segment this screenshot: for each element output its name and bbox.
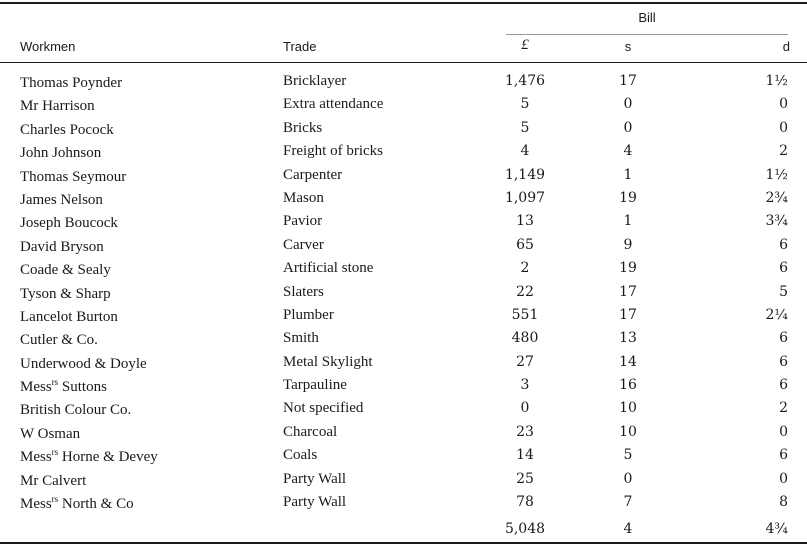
workman-name-text: David Bryson xyxy=(20,238,104,255)
workman-name xyxy=(20,354,147,373)
pounds: 25 xyxy=(516,470,534,487)
table-row xyxy=(0,120,807,143)
table-row xyxy=(0,330,807,353)
trade: Bricklayer xyxy=(283,73,347,89)
pounds: 5 xyxy=(520,96,530,113)
shillings: 10 xyxy=(619,423,637,440)
table-bottom-rule xyxy=(0,542,807,544)
table-row xyxy=(0,213,807,236)
workman-name xyxy=(20,143,101,162)
pounds: 13 xyxy=(516,213,534,230)
pounds: 1,476 xyxy=(504,73,546,89)
trade: Not specified xyxy=(283,400,364,417)
trade: Smith xyxy=(283,330,319,347)
workman-name-text: British Colour Co. xyxy=(20,402,132,419)
workman-name-rest: Suttons xyxy=(58,379,107,396)
shillings: 10 xyxy=(619,400,637,417)
pence: 0 xyxy=(779,470,788,487)
column-header-pounds: £ xyxy=(521,37,529,53)
pounds: 23 xyxy=(516,423,534,440)
shillings: 0 xyxy=(623,470,633,487)
pounds: 22 xyxy=(516,283,534,300)
shillings: 13 xyxy=(619,330,637,347)
workman-name xyxy=(20,190,103,209)
table-row xyxy=(0,447,807,470)
shillings: 17 xyxy=(619,73,637,89)
trade: Coals xyxy=(283,447,318,464)
workman-name xyxy=(20,447,158,466)
workman-name-text: Mr Harrison xyxy=(20,98,95,115)
table-body xyxy=(0,73,807,517)
shillings: 7 xyxy=(623,494,633,511)
table-row xyxy=(0,471,807,494)
table-row xyxy=(0,307,807,330)
table-row xyxy=(0,237,807,260)
workman-name xyxy=(20,471,86,490)
workman-name xyxy=(20,167,126,186)
pounds: 1,097 xyxy=(504,189,546,206)
superscript: rs xyxy=(51,377,59,388)
pounds: 27 xyxy=(516,353,534,370)
trade: Slaters xyxy=(283,283,324,300)
pence: 0 xyxy=(779,119,788,136)
table-row xyxy=(0,377,807,400)
pounds: 65 xyxy=(516,236,534,253)
pounds: 480 xyxy=(511,330,539,347)
table-row xyxy=(0,284,807,307)
pounds: 0 xyxy=(520,400,530,417)
pence: 6 xyxy=(779,260,788,277)
workman-name xyxy=(20,494,134,513)
superscript: rs xyxy=(51,494,59,505)
trade: Party Wall xyxy=(283,470,347,487)
trade: Artificial stone xyxy=(283,260,374,277)
shillings: 17 xyxy=(619,283,637,300)
shillings: 14 xyxy=(619,353,637,370)
trade: Charcoal xyxy=(283,423,338,440)
pence: 5 xyxy=(779,283,788,300)
pounds: 2 xyxy=(520,260,530,277)
pence: 6 xyxy=(779,353,788,370)
workman-name xyxy=(20,284,111,303)
table-row xyxy=(0,190,807,213)
workman-name xyxy=(20,400,131,419)
pounds: 14 xyxy=(516,447,534,464)
workman-name xyxy=(20,377,107,396)
shillings: 9 xyxy=(623,236,633,253)
workman-name-text: Coade & Sealy xyxy=(20,262,111,279)
column-header-workmen: Workmen xyxy=(20,39,76,54)
table-row xyxy=(0,400,807,423)
bill-header-rule xyxy=(506,34,788,35)
pence: 8 xyxy=(779,494,788,511)
shillings: 1 xyxy=(623,166,633,183)
table-row xyxy=(0,424,807,447)
workman-name-text: Mess xyxy=(20,379,52,396)
shillings: 0 xyxy=(623,119,633,136)
column-header-shillings: s xyxy=(624,39,632,54)
pence: 1½ xyxy=(765,166,788,183)
total-pence: 4¾ xyxy=(765,521,788,537)
workman-name xyxy=(20,73,122,92)
pounds: 4 xyxy=(520,143,530,160)
shillings: 0 xyxy=(623,96,633,113)
table-row xyxy=(0,96,807,119)
column-header-pence: d xyxy=(782,39,790,54)
pence: 0 xyxy=(779,423,788,440)
shillings: 5 xyxy=(623,447,633,464)
table-row xyxy=(0,354,807,377)
pence: 2¾ xyxy=(765,189,788,206)
workman-name xyxy=(20,260,111,279)
workman-name-text: Cutler & Co. xyxy=(20,332,98,349)
workman-name-text: James Nelson xyxy=(20,191,103,208)
pounds: 3 xyxy=(520,377,530,394)
workman-name xyxy=(20,424,80,443)
column-header-trade: Trade xyxy=(283,39,317,54)
trade: Metal Skylight xyxy=(283,353,373,370)
shillings: 17 xyxy=(619,306,637,323)
workman-name xyxy=(20,96,95,115)
trade: Bricks xyxy=(283,119,323,136)
workman-name xyxy=(20,120,114,139)
workman-name-text: Thomas Poynder xyxy=(20,75,123,91)
pence: 3¾ xyxy=(765,213,788,230)
table-row xyxy=(0,494,807,517)
pence: 2¼ xyxy=(765,306,788,323)
trade: Pavior xyxy=(283,213,323,230)
workman-name xyxy=(20,307,118,326)
trade: Mason xyxy=(283,189,324,206)
workman-name xyxy=(20,213,118,232)
trade: Party Wall xyxy=(283,494,347,511)
pence: 6 xyxy=(779,447,788,464)
workman-name-text: Charles Pocock xyxy=(20,121,114,138)
table-row xyxy=(0,143,807,166)
pence: 2 xyxy=(779,143,788,160)
superscript: rs xyxy=(51,447,59,458)
trade: Carpenter xyxy=(283,166,343,183)
trade: Extra attendance xyxy=(283,96,384,113)
workman-name-text: W Osman xyxy=(20,425,81,442)
total-shillings: 4 xyxy=(623,521,633,537)
pounds: 1,149 xyxy=(504,166,546,183)
trade: Freight of bricks xyxy=(283,143,383,160)
workman-name-rest: Horne & Devey xyxy=(58,449,158,466)
table-top-rule xyxy=(0,2,807,4)
table-row xyxy=(0,73,807,96)
workman-name-text: Mr Calvert xyxy=(20,472,87,489)
shillings: 16 xyxy=(619,377,637,394)
pence: 6 xyxy=(779,330,788,347)
pounds: 5 xyxy=(520,119,530,136)
workman-name-text: Mess xyxy=(20,496,52,513)
trade: Tarpauline xyxy=(283,377,347,394)
workman-name xyxy=(20,330,98,349)
shillings: 19 xyxy=(619,260,637,277)
workman-name xyxy=(20,237,104,256)
pounds: 78 xyxy=(516,494,534,511)
workman-name-text: Thomas Seymour xyxy=(20,168,127,185)
pence: 6 xyxy=(779,377,788,394)
trade: Plumber xyxy=(283,306,334,323)
workman-name-text: John Johnson xyxy=(20,145,102,162)
shillings: 4 xyxy=(623,143,633,160)
pence: 1½ xyxy=(765,73,788,89)
trade: Carver xyxy=(283,236,324,253)
total-row xyxy=(0,521,807,541)
pence: 6 xyxy=(779,236,788,253)
pence: 2 xyxy=(779,400,788,417)
workman-name-rest: North & Co xyxy=(58,496,134,513)
workman-name-text: Tyson & Sharp xyxy=(20,285,111,302)
workman-name-text: Joseph Boucock xyxy=(20,215,118,232)
shillings: 19 xyxy=(619,189,637,206)
bill-group-header: Bill xyxy=(638,10,656,25)
pence: 0 xyxy=(779,96,788,113)
workman-name-text: Mess xyxy=(20,449,52,466)
header-bottom-rule xyxy=(0,62,807,63)
workman-name-text: Lancelot Burton xyxy=(20,308,118,325)
pounds: 551 xyxy=(511,306,539,323)
table-row xyxy=(0,167,807,190)
total-pounds: 5,048 xyxy=(504,521,546,537)
workman-name-text: Underwood & Doyle xyxy=(20,355,147,372)
shillings: 1 xyxy=(623,213,633,230)
table-row xyxy=(0,260,807,283)
